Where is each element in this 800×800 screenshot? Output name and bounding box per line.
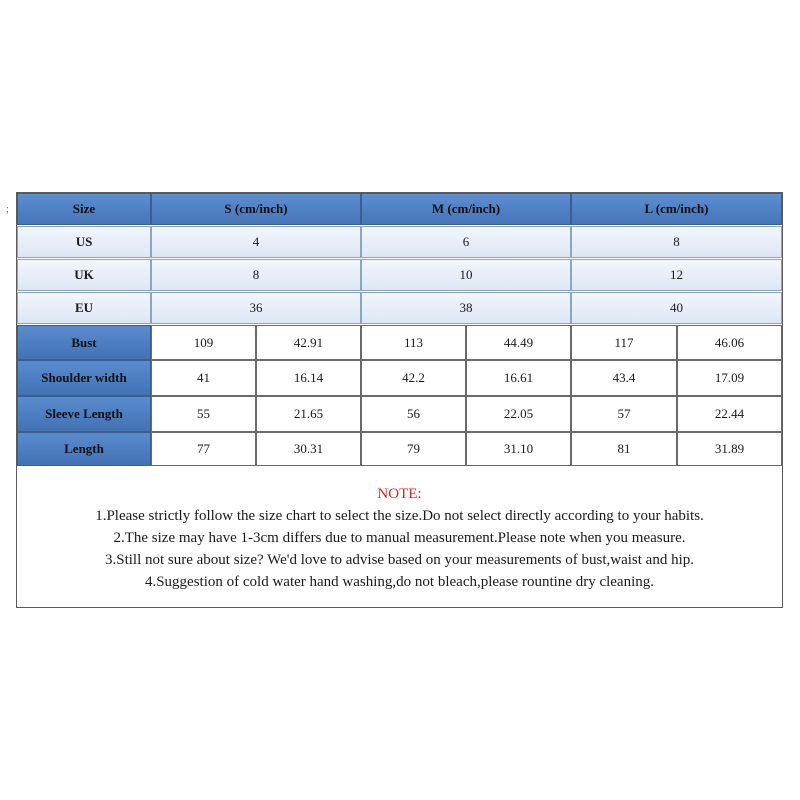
bust-l-cm: 117 xyxy=(571,325,677,360)
row-label-us: US xyxy=(17,226,151,258)
eu-size-l: 40 xyxy=(571,292,782,324)
length-m-cm: 79 xyxy=(361,432,466,466)
note-line-3: 3.Still not sure about size? We'd love to advise based on your measurements of bust,waist and hip. xyxy=(104,552,695,568)
sleeve-m-inch: 22.05 xyxy=(466,396,571,432)
us-size-l: 8 xyxy=(571,226,782,258)
row-label-shoulder-width: Shoulder width xyxy=(17,360,151,396)
bust-l-inch: 46.06 xyxy=(677,325,782,360)
edge-mark: ; xyxy=(6,204,9,215)
shoulder-m-inch: 16.61 xyxy=(466,360,571,396)
row-label-length: Length xyxy=(17,432,151,466)
size-header: Size xyxy=(17,193,151,225)
length-m-inch: 31.10 xyxy=(466,432,571,466)
note-line-2: 2.The size may have 1-3cm differs due to manual measurement.Please note when you measure. xyxy=(113,530,686,546)
note-line-4: 4.Suggestion of cold water hand washing,do not bleach,please rountine dry cleaning. xyxy=(144,574,655,590)
shoulder-s-inch: 16.14 xyxy=(256,360,361,396)
shoulder-m-cm: 42.2 xyxy=(361,360,466,396)
bust-s-inch: 42.91 xyxy=(256,325,361,360)
bust-m-inch: 44.49 xyxy=(466,325,571,360)
eu-size-m: 38 xyxy=(361,292,571,324)
sleeve-s-cm: 55 xyxy=(151,396,256,432)
size-chart xyxy=(16,192,783,608)
column-header-s: S (cm/inch) xyxy=(151,193,361,225)
uk-size-l: 12 xyxy=(571,259,782,291)
bust-m-cm: 113 xyxy=(361,325,466,360)
column-header-l: L (cm/inch) xyxy=(571,193,782,225)
length-l-cm: 81 xyxy=(571,432,677,466)
sleeve-l-cm: 57 xyxy=(571,396,677,432)
sleeve-s-inch: 21.65 xyxy=(256,396,361,432)
column-header-m: M (cm/inch) xyxy=(361,193,571,225)
eu-size-s: 36 xyxy=(151,292,361,324)
row-label-uk: UK xyxy=(17,259,151,291)
uk-size-m: 10 xyxy=(361,259,571,291)
note-title: NOTE: xyxy=(377,486,422,502)
row-label-bust: Bust xyxy=(17,325,151,360)
shoulder-l-inch: 17.09 xyxy=(677,360,782,396)
notes-section xyxy=(17,465,782,607)
row-label-eu: EU xyxy=(17,292,151,324)
sleeve-m-cm: 56 xyxy=(361,396,466,432)
length-l-inch: 31.89 xyxy=(677,432,782,466)
length-s-inch: 30.31 xyxy=(256,432,361,466)
sleeve-l-inch: 22.44 xyxy=(677,396,782,432)
bust-s-cm: 109 xyxy=(151,325,256,360)
uk-size-s: 8 xyxy=(151,259,361,291)
shoulder-l-cm: 43.4 xyxy=(571,360,677,396)
us-size-m: 6 xyxy=(361,226,571,258)
shoulder-s-cm: 41 xyxy=(151,360,256,396)
us-size-s: 4 xyxy=(151,226,361,258)
row-label-sleeve-length: Sleeve Length xyxy=(17,396,151,432)
length-s-cm: 77 xyxy=(151,432,256,466)
note-line-1: 1.Please strictly follow the size chart to select the size.Do not select directly according to your habits. xyxy=(95,508,704,524)
